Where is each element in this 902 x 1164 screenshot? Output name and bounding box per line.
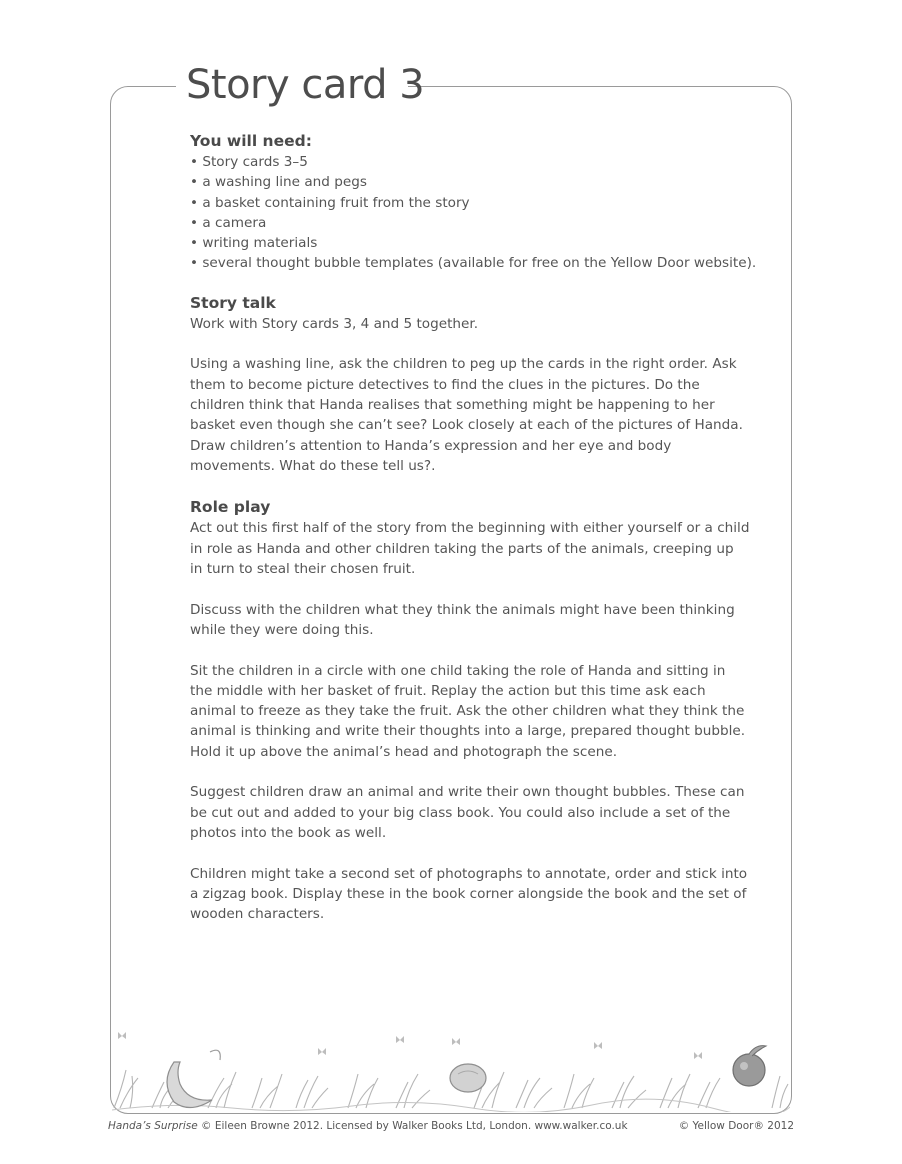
footer-credit-text: © Eileen Browne 2012. Licensed by Walker Books Ltd, London. www.walker.co.uk: [197, 1120, 628, 1132]
story-talk-paragraph: Using a washing line, ask the children to peg up the cards in the right order. Ask them to become picture detectives to find the clues in the pictures. Do the children think that Handa realises that something might be happening to her basket even though she can’t see? Look closely at each of the pictures of Handa. Draw children’s attention to Handa’s expression and her eye and body movements. What do these tell us?.: [190, 356, 743, 474]
materials-list-item: • writing materials: [190, 233, 750, 253]
role-play-paragraph: Act out this first half of the story from the beginning with either yourself or a child in role as Handa and other children taking the parts of the animals, creeping up in turn to steal their chosen fruit.: [190, 520, 750, 578]
role-play-heading: Role play: [190, 498, 271, 517]
card-title: Story card 3: [186, 62, 425, 108]
role-play-section: [190, 496, 750, 924]
ground-line: [112, 1099, 790, 1112]
footer-credit: [108, 1120, 628, 1132]
banana-icon: [167, 1062, 212, 1108]
story-talk-section: [190, 292, 750, 476]
materials-list-item: • Story cards 3–5: [190, 152, 750, 172]
role-play-paragraph: Children might take a second set of photographs to annotate, order and stick into a zigzag book. Display these in the book corner alongside the book and the set of wooden characters.: [190, 865, 748, 923]
guava-icon: [450, 1064, 486, 1092]
materials-list-item: • a washing line and pegs: [190, 172, 750, 192]
story-talk-paragraph: Work with Story cards 3, 4 and 5 together.: [190, 315, 479, 332]
swirl-icon: [210, 1050, 220, 1060]
materials-list-item: • several thought bubble templates (available for free on the Yellow Door website).: [190, 253, 750, 273]
footer-book-title: Handa’s Surprise: [108, 1120, 198, 1132]
tangerine-icon: [733, 1054, 765, 1086]
story-talk-heading: Story talk: [190, 293, 276, 312]
footer-copyright: © Yellow Door® 2012: [678, 1120, 794, 1132]
materials-list-item: • a basket containing fruit from the story: [190, 193, 750, 213]
role-play-paragraph: Sit the children in a circle with one child taking the role of Handa and sitting in the middle with her basket of fruit. Replay the action but this time ask each animal to freeze as they take the fruit. Ask the other children what they think the animal is thinking and write their thoughts into a large, prepared thought bubble. Hold it up above the animal’s head and photograph the scene.: [190, 662, 746, 760]
role-play-paragraph: Suggest children draw an animal and write their own thought bubbles. These can be cut out and added to your big class book. You could also include a set of the photos into the book as well.: [190, 784, 745, 841]
you-will-need-heading: You will need:: [190, 132, 312, 150]
grass-and-fruit-illustration: [112, 1028, 790, 1112]
card-content: [190, 130, 757, 945]
butterfly-icon: [118, 1032, 702, 1059]
materials-list-item: • a camera: [190, 213, 750, 233]
role-play-paragraph: Discuss with the children what they think the animals might have been thinking while they were doing this.: [190, 601, 735, 638]
you-will-need-section: [190, 130, 757, 274]
materials-list: [190, 152, 757, 274]
